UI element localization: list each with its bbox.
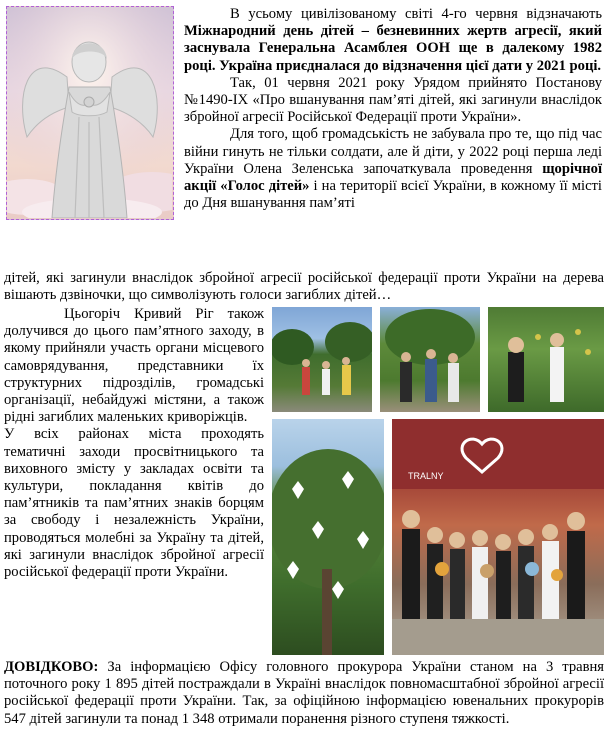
photo-children-bells xyxy=(488,307,604,412)
action-text-continued: і на території всієї України, в кожному її місті до Дня вшанування пам’яті xyxy=(184,178,602,212)
photo-tree-adults xyxy=(380,307,480,412)
photo-park-figures xyxy=(272,307,372,412)
paragraph-action-a xyxy=(184,126,602,212)
action-bold-text: щорічної акції «Голос дітей» xyxy=(184,160,602,195)
action-text: Для того, щоб громадськість не забувала про те, що під час війни гинуть не тільки солдати, але й діти, у 2022 році перша леді України Олена Зеленська започаткувала проведення xyxy=(184,126,602,177)
intro-paragraphs xyxy=(184,6,602,212)
paragraph-resolution: Так, 01 червня 2021 року Урядом прийнято Постанову №1490-ІХ «Про вшанування пам’яті дітей, які загинули внаслідок збройної агресії Російської Федерації проти України». xyxy=(184,74,602,126)
angel-illustration xyxy=(7,7,172,218)
reference-label: ДОВІДКОВО: xyxy=(4,659,99,675)
photo-tree-figures xyxy=(380,307,480,412)
photo-park-children xyxy=(272,307,372,412)
paragraph-intro xyxy=(184,6,602,75)
angel-statue-image xyxy=(6,6,174,220)
paragraph-districts: У всіх районах міста проходять тематичні заходи просвітницького та виховного змісту у закладах освіти та культури, покладання квітів до пам’ятників та пам’ятних знаків борцям за свободу і незалежність України, проводяться молебні за Україну та дітей, які загинули внаслідок збройної агресії російської федерації проти України. xyxy=(4,426,264,581)
photo-sign-text: TRALNY xyxy=(408,471,444,481)
paragraph-kryvyi-rih: Цьогоріч Кривий Ріг також долучився до цього пам’ятного заходу, в якому прийняли участь органи місцевого самоврядування, представники їх структурних підрозділів, громадські організації, небайдужі містяни, а також рідні загиблих маленьких криворіжців. xyxy=(4,306,264,426)
intro-bold-text: Міжнародний день дітей – безневинних жертв агресії, який заснувала Генеральна Асамблея ООН ще в далекому 1982 році. Україна приєдналася до відзначення цієї дати у 2021 році. xyxy=(184,23,602,74)
photo-group-figures xyxy=(392,419,604,655)
photo-tree-paper-angels xyxy=(272,419,384,655)
reference-text: За інформацією Офісу головного прокурора України станом на 3 травня поточного року 1 895 дітей постраждали в Україні внаслідок повномасштабної збройної агресії російської федерації проти України. Так, за офіційною інформацією ювенальних прокурорів 547 дітей загинули та понад 1 348 отримали поранення різного ступеня тяжкості. xyxy=(4,659,604,727)
photo-bells-figures xyxy=(488,307,604,412)
reference-paragraph xyxy=(4,659,604,728)
photo-group-children xyxy=(392,419,604,655)
photo-collage xyxy=(272,307,604,655)
photo-angels-decor xyxy=(272,419,384,655)
left-column-text xyxy=(4,306,264,581)
paragraph-action-full: дітей, які загинули внаслідок збройної агресії російської федерації проти України на дерева вішають дзвіночки, що символізують голоси загиблих дітей… xyxy=(4,270,604,304)
intro-text: В усьому цивілізованому світі 4-го червня відзначають xyxy=(230,6,602,22)
